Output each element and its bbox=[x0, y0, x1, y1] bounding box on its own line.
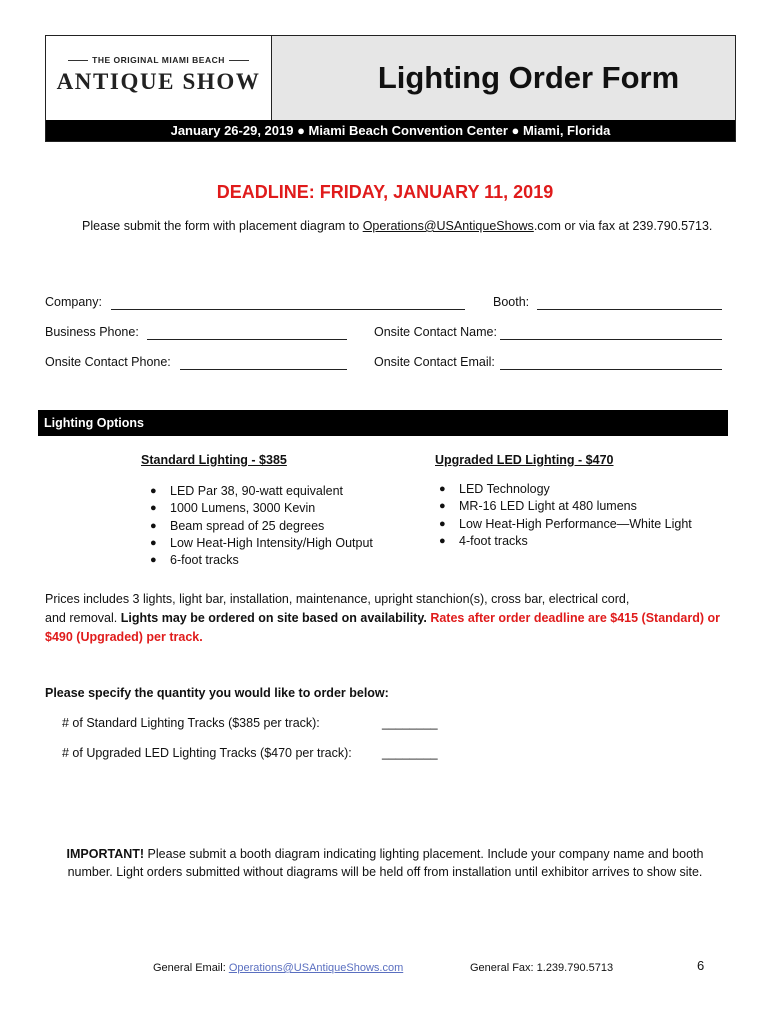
important-line-1: IMPORTANT! Please submit a booth diagram indicating lighting placement. Include your company name and booth bbox=[66, 847, 704, 861]
booth-label: Booth: bbox=[493, 295, 530, 309]
submit-prefix: Please submit the form with placement diagram to bbox=[82, 219, 363, 233]
upgraded-lighting-list bbox=[435, 481, 692, 550]
logo-top-text: THE ORIGINAL MIAMI BEACH bbox=[46, 55, 271, 65]
standard-lighting-heading: Standard Lighting - $385 bbox=[141, 453, 287, 467]
pricing-line-3: $490 (Upgraded) per track. bbox=[45, 630, 203, 644]
title-cell bbox=[272, 36, 735, 120]
submit-instructions bbox=[82, 219, 712, 233]
company-label: Company: bbox=[45, 295, 102, 309]
footer-fax: General Fax: 1.239.790.5713 bbox=[470, 962, 614, 974]
upgraded-quantity-field[interactable]: ________ bbox=[382, 746, 438, 760]
business-phone-label: Business Phone: bbox=[45, 325, 139, 339]
submit-email-link[interactable]: Operations@USAntiqueShows bbox=[362, 219, 534, 233]
list-item: ● 6-foot tracks bbox=[150, 553, 239, 568]
standard-lighting-list bbox=[146, 483, 373, 569]
company-field[interactable] bbox=[111, 309, 465, 310]
upgraded-quantity-label: # of Upgraded LED Lighting Tracks ($470 per track): bbox=[62, 746, 352, 760]
onsite-contact-phone-label: Onsite Contact Phone: bbox=[45, 355, 171, 369]
list-item: ● 1000 Lumens, 3000 Kevin bbox=[150, 501, 316, 516]
page-number: 6 bbox=[697, 958, 705, 973]
logo-main-text: ANTIQUE SHOW bbox=[56, 69, 261, 94]
logo bbox=[46, 36, 272, 120]
onsite-contact-name-label: Onsite Contact Name: bbox=[374, 325, 497, 339]
quantity-heading: Please specify the quantity you would like to order below: bbox=[45, 686, 389, 700]
important-line-2: number. Light orders submitted without diagrams will be held off from installation until exhibitor arrives to show site. bbox=[67, 865, 703, 879]
business-phone-field[interactable] bbox=[147, 339, 347, 340]
lighting-options-bar: Lighting Options bbox=[38, 410, 728, 436]
page-title: Lighting Order Form bbox=[377, 60, 680, 95]
list-item: ● Low Heat-High Intensity/High Output bbox=[150, 535, 373, 550]
list-item: ● LED Technology bbox=[439, 482, 550, 496]
standard-quantity-field[interactable]: ________ bbox=[382, 716, 438, 730]
pricing-notes bbox=[45, 590, 725, 647]
onsite-contact-name-field[interactable] bbox=[500, 339, 722, 340]
footer-email: General Email: Operations@USAntiqueShows.com bbox=[153, 962, 404, 974]
submit-suffix: .com or via fax at 239.790.5713. bbox=[533, 219, 713, 233]
standard-quantity-label: # of Standard Lighting Tracks ($385 per track): bbox=[62, 716, 320, 730]
list-item: ● Beam spread of 25 degrees bbox=[150, 518, 325, 533]
list-item: ● MR-16 LED Light at 480 lumens bbox=[439, 499, 637, 514]
list-item: ● LED Par 38, 90-watt equivalent bbox=[150, 484, 344, 498]
pricing-line-2: and removal. Lights may be ordered on site based on availability. Rates after order deadline are $415 (Standard) or bbox=[45, 611, 721, 625]
list-item: ● Low Heat-High Performance—White Light bbox=[439, 516, 692, 531]
important-note bbox=[40, 845, 730, 881]
onsite-contact-email-field[interactable] bbox=[500, 369, 722, 370]
deadline-heading: DEADLINE: FRIDAY, JANUARY 11, 2019 bbox=[216, 182, 554, 202]
booth-field[interactable] bbox=[537, 309, 722, 310]
onsite-contact-phone-field[interactable] bbox=[180, 369, 347, 370]
footer-email-link[interactable]: Operations@USAntiqueShows.com bbox=[228, 962, 404, 974]
pricing-line-1: Prices includes 3 lights, light bar, installation, maintenance, upright stanchion(s), cross bar, electrical cord, bbox=[45, 592, 630, 606]
event-info-bar: January 26-29, 2019 ● Miami Beach Convention Center ● Miami, Florida bbox=[46, 120, 735, 141]
upgraded-lighting-heading: Upgraded LED Lighting - $470 bbox=[435, 453, 614, 467]
list-item: ● 4-foot tracks bbox=[439, 533, 528, 548]
header-box bbox=[45, 35, 736, 142]
onsite-contact-email-label: Onsite Contact Email: bbox=[374, 355, 495, 369]
